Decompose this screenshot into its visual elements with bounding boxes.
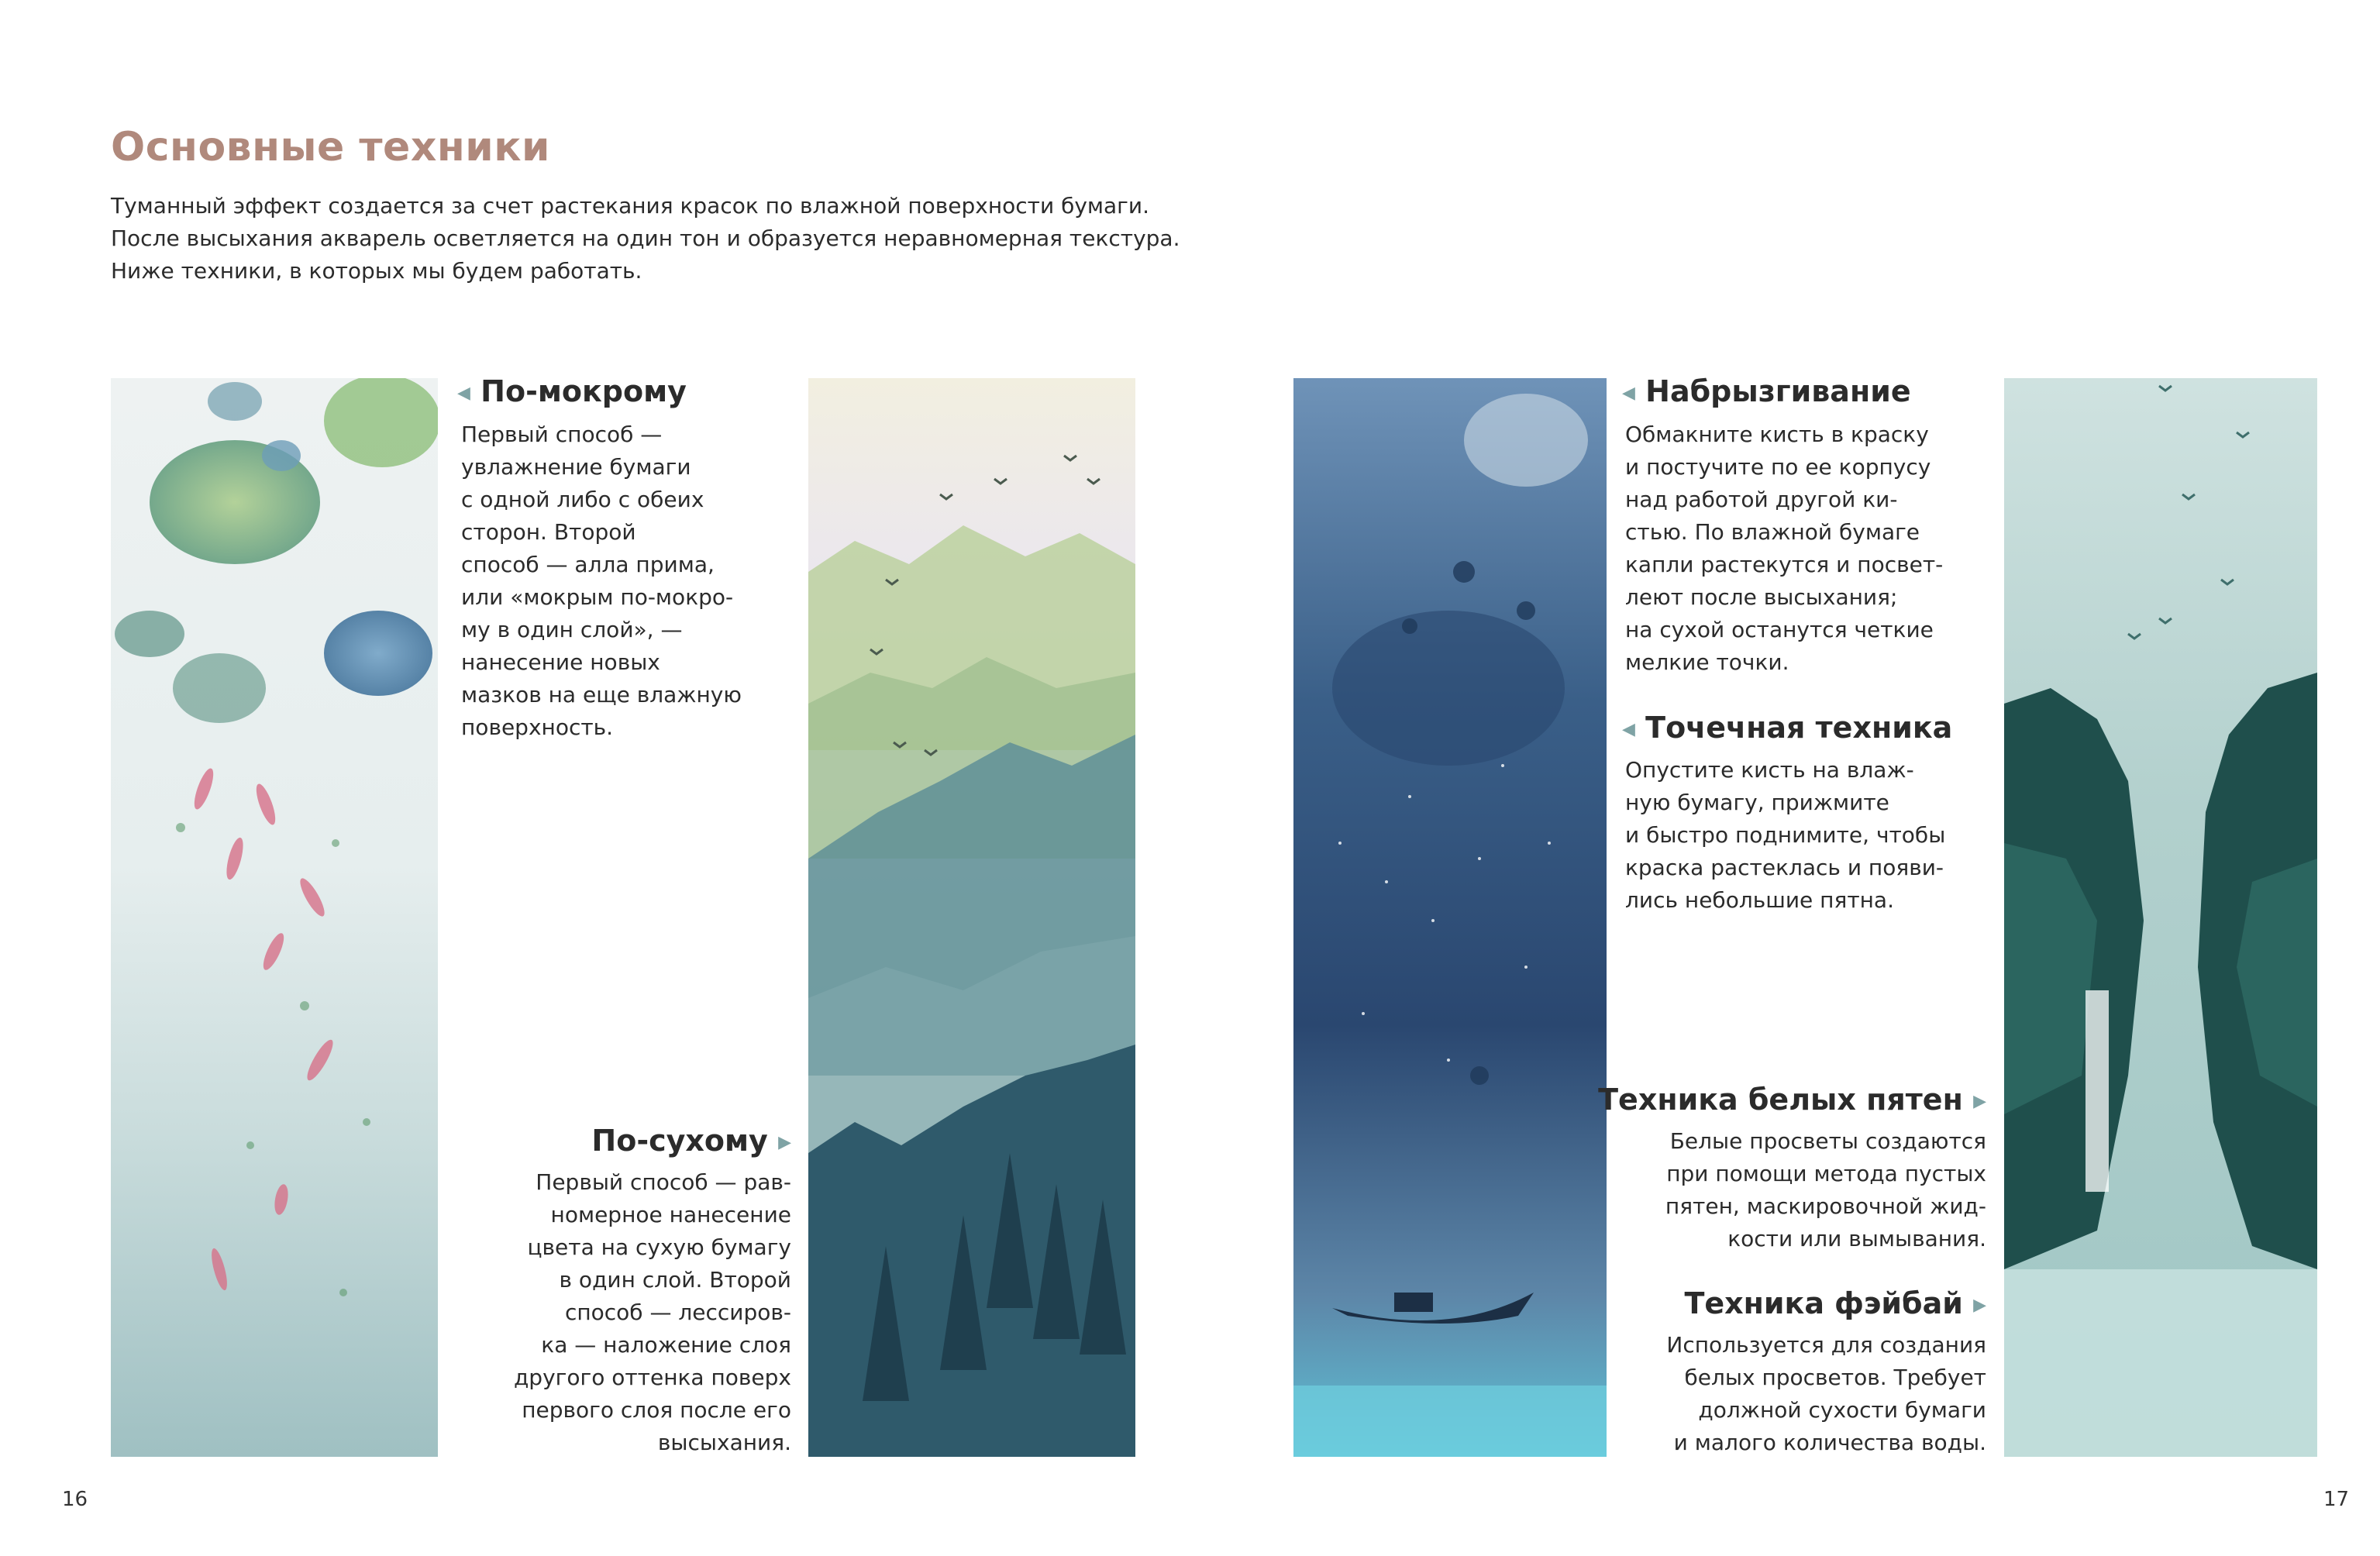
- intro-line: После высыхания акварель осветляется на один тон и образуется неравномерная текстура.: [111, 225, 1180, 251]
- text-line: должной сухости бумаги: [1698, 1397, 1986, 1423]
- text-line: увлажнение бумаги: [461, 454, 691, 480]
- section-dot-heading: [1622, 711, 1952, 745]
- section-wet-heading: [457, 374, 687, 408]
- text-line: Опустите кисть на влаж-: [1625, 757, 1914, 783]
- right-marker-icon: ▶: [1973, 1296, 1986, 1315]
- left-marker-icon: ◀: [1622, 384, 1635, 403]
- right-marker-icon: ▶: [1973, 1092, 1986, 1111]
- intro-line: Туманный эффект создается за счет растекания красок по влажной поверхности бумаги.: [111, 193, 1149, 219]
- text-line: Белые просветы создаются: [1669, 1128, 1986, 1154]
- text-line: краска растеклась и появи-: [1625, 855, 1944, 880]
- page-number-right: 17: [2323, 1488, 2350, 1511]
- text-line: мазков на еще влажную: [461, 682, 742, 707]
- text-line: Используется для создания: [1666, 1332, 1986, 1358]
- section-dry-title: По-сухому: [591, 1124, 768, 1158]
- text-line: высыхания.: [657, 1430, 791, 1455]
- text-line: и малого количества воды.: [1673, 1430, 1986, 1455]
- text-line: лись небольшие пятна.: [1625, 887, 1894, 913]
- section-splatter-text: [1625, 418, 1943, 679]
- section-splatter-title: Набрызгивание: [1645, 374, 1911, 408]
- section-feibai-heading: [1684, 1286, 1986, 1320]
- starry-night-boat-painting: [1293, 378, 1607, 1457]
- left-marker-icon: ◀: [457, 384, 470, 403]
- section-white-spots-title: Техника белых пятен: [1598, 1083, 1963, 1117]
- text-line: мелкие точки.: [1625, 649, 1789, 675]
- text-line: стью. По влажной бумаге: [1625, 519, 1920, 545]
- intro-paragraph: [111, 190, 1211, 287]
- section-feibai-title: Техника фэйбай: [1684, 1286, 1963, 1320]
- text-line: поверхность.: [461, 714, 614, 740]
- text-line: или «мокрым по-мокро-: [461, 584, 734, 610]
- page-number-left: 16: [62, 1488, 88, 1511]
- text-line: Первый способ — рав-: [536, 1169, 791, 1195]
- section-splatter-heading: [1622, 374, 1911, 408]
- text-line: способ — алла прима,: [461, 552, 715, 577]
- section-dry-heading: [591, 1124, 791, 1158]
- page-title: Основные техники: [111, 124, 550, 170]
- section-white-spots-heading: [1598, 1083, 1986, 1117]
- text-line: при помощи метода пустых: [1666, 1161, 1986, 1186]
- right-marker-icon: ▶: [778, 1133, 791, 1152]
- text-line: и постучите по ее корпусу: [1625, 454, 1931, 480]
- text-line: в один слой. Второй: [559, 1267, 791, 1293]
- text-line: первого слоя после его: [522, 1397, 791, 1423]
- text-line: другого оттенка поверх: [513, 1365, 791, 1390]
- section-feibai-text: [1666, 1329, 1986, 1459]
- text-line: пятен, маскировочной жид-: [1665, 1193, 1986, 1219]
- text-line: кости или вымывания.: [1727, 1226, 1986, 1251]
- section-dot-text: [1625, 754, 1945, 917]
- text-line: леют после высыхания;: [1625, 584, 1898, 610]
- section-white-spots-text: [1665, 1125, 1986, 1255]
- text-line: цвета на сухую бумагу: [527, 1234, 791, 1260]
- section-dry-text: [514, 1166, 791, 1459]
- text-line: над работой другой ки-: [1625, 487, 1898, 512]
- misty-mountains-painting: [808, 378, 1135, 1457]
- waterfall-cliffs-painting: [2004, 378, 2317, 1457]
- text-line: на сухой останутся четкие: [1625, 617, 1934, 642]
- text-line: с одной либо с обеих: [461, 487, 704, 512]
- text-line: номерное нанесение: [550, 1202, 791, 1227]
- text-line: Первый способ —: [461, 422, 663, 447]
- text-line: капли растекутся и посвет-: [1625, 552, 1944, 577]
- text-line: му в один слой», —: [461, 617, 683, 642]
- section-dot-title: Точечная техника: [1645, 711, 1953, 745]
- text-line: и быстро поднимите, чтобы: [1625, 822, 1946, 848]
- text-line: сторон. Второй: [461, 519, 636, 545]
- text-line: белых просветов. Требует: [1684, 1365, 1986, 1390]
- left-marker-icon: ◀: [1622, 720, 1635, 739]
- section-wet-title: По-мокрому: [480, 374, 687, 408]
- text-line: нанесение новых: [461, 649, 660, 675]
- section-wet-text: [461, 418, 742, 744]
- text-line: ную бумагу, прижмите: [1625, 790, 1889, 815]
- intro-line: Ниже техники, в которых мы будем работать.: [111, 258, 642, 284]
- text-line: способ — лессиров-: [564, 1300, 791, 1325]
- lotus-koi-painting: [111, 378, 438, 1457]
- text-line: Обмакните кисть в краску: [1625, 422, 1929, 447]
- text-line: ка — наложение слоя: [541, 1332, 791, 1358]
